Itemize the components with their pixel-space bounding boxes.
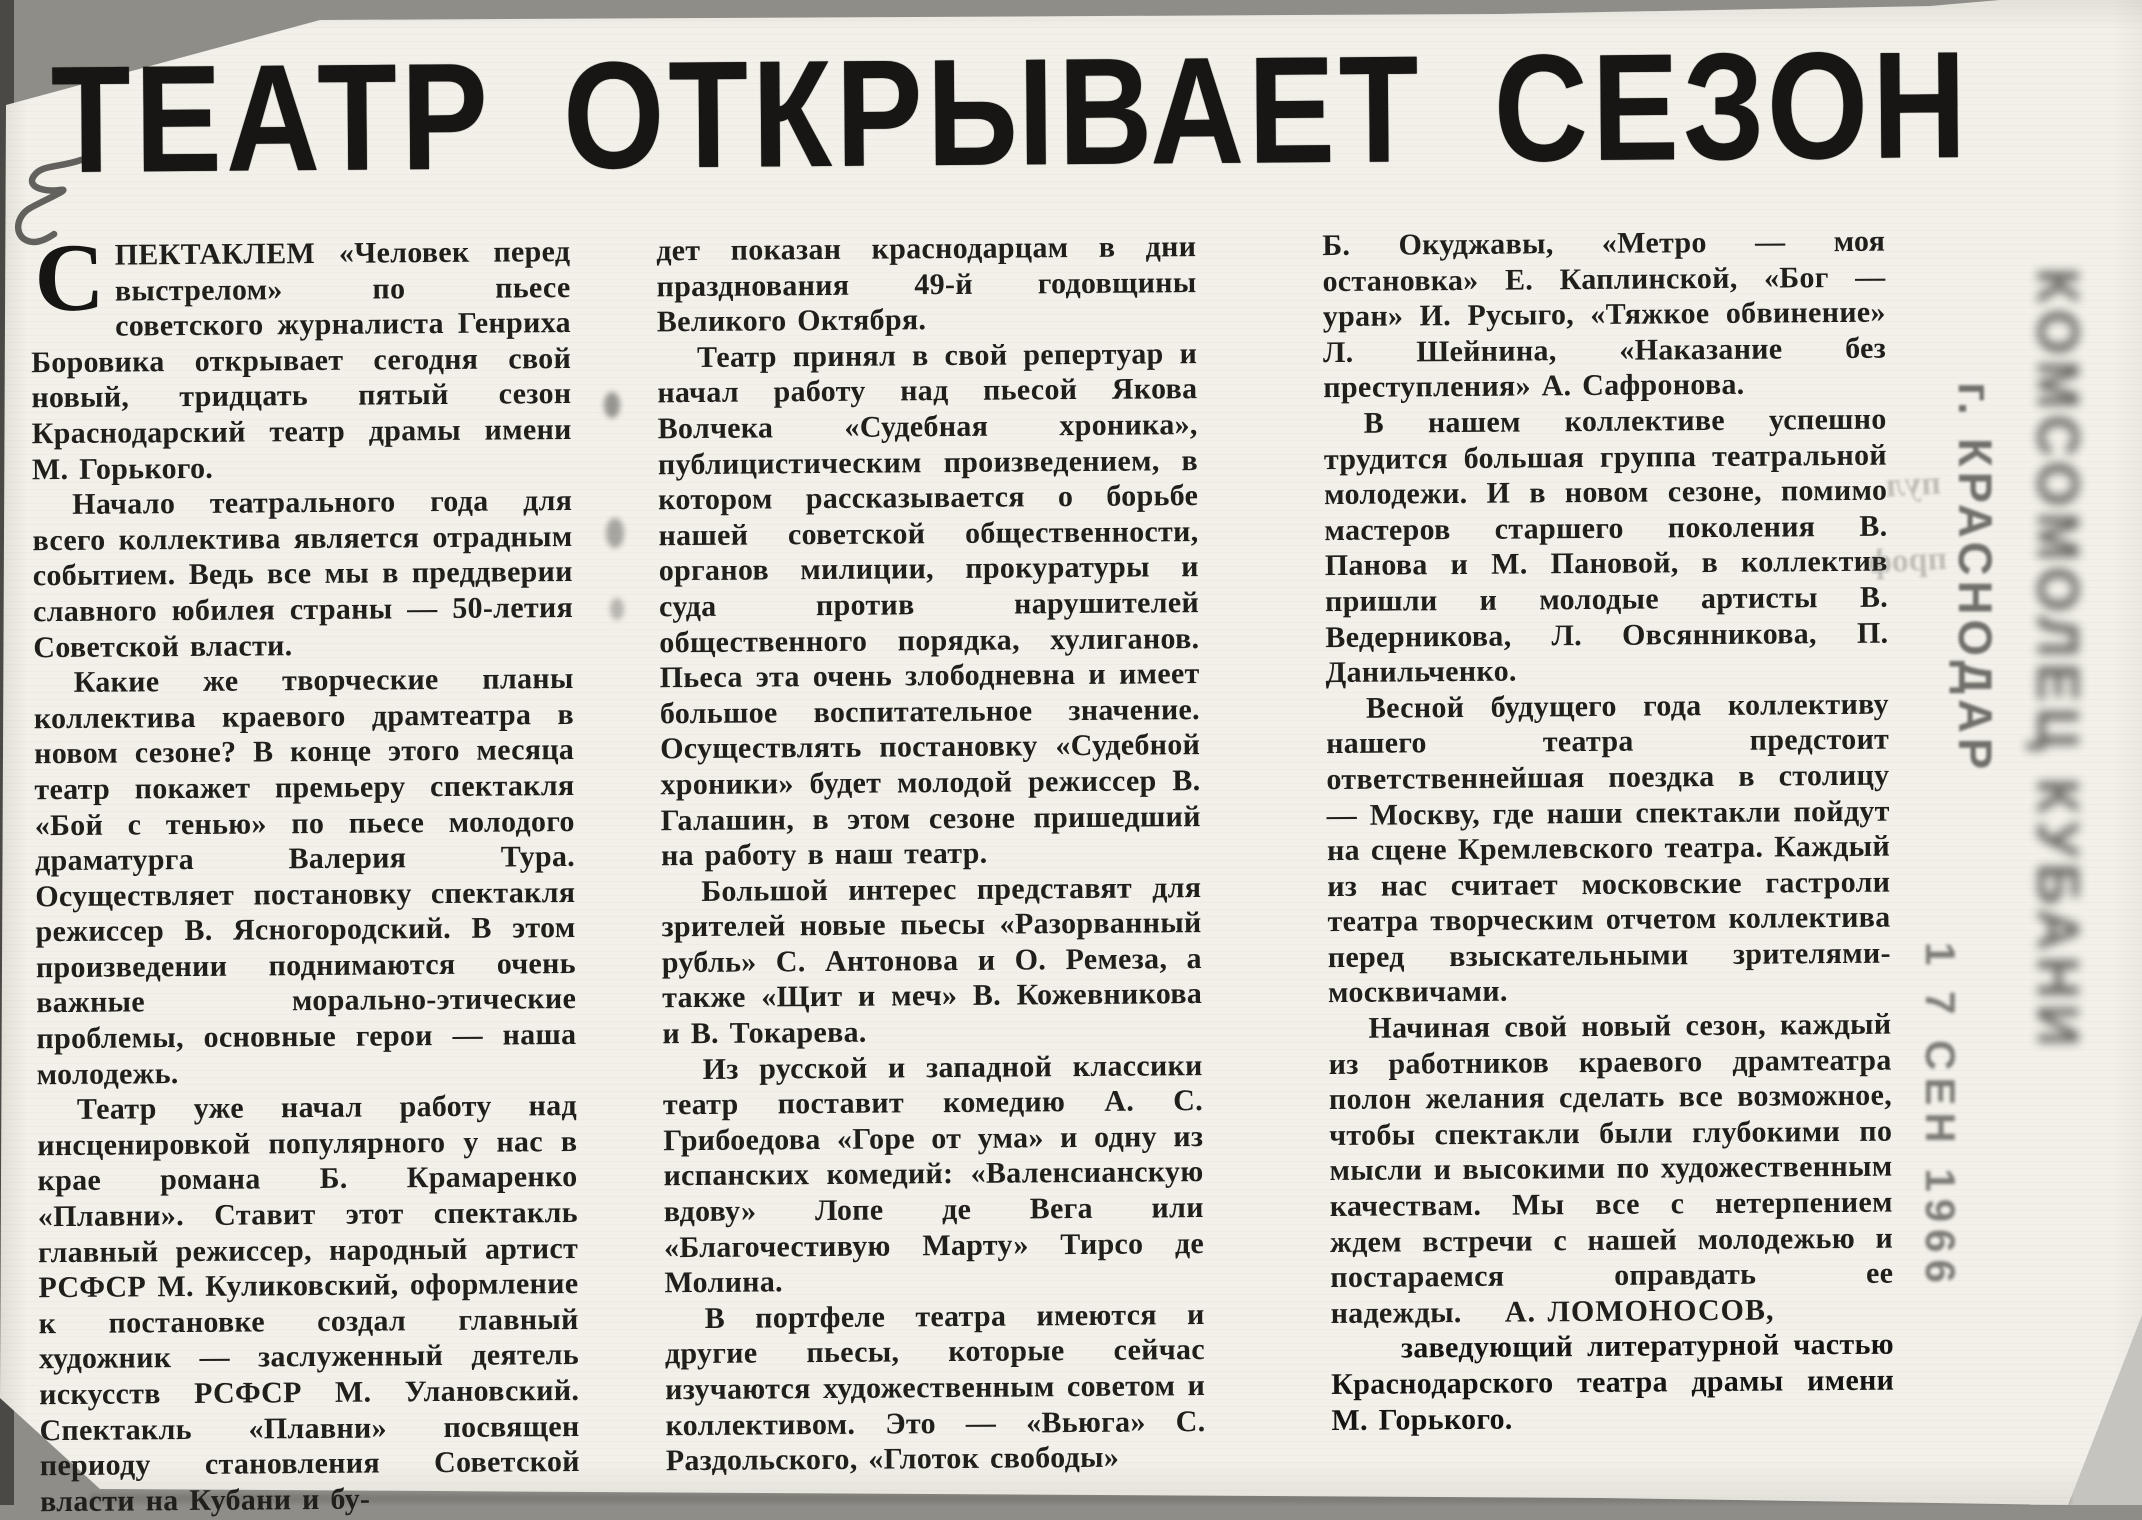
ink-smudge	[604, 392, 620, 418]
byline-paragraph: заведующий литературной частью Краснодарского театра драмы имени М. Горького.	[1331, 1327, 1895, 1438]
article-paragraph: СПЕКТАКЛЕМ «Человек перед выстрелом» по пьесе советского журналиста Генриха Боровика открывает сегодня свой новый, тридцать пятый сезон Краснодарский театр драмы имени М. Горького.	[30, 234, 572, 487]
ink-bleed-text: проф	[1867, 540, 1948, 582]
article-paragraph: Театр принял в свой репертуар и начал работу над пьесой Якова Волчека «Судебная хроника», публицистическим произведением, в котором рассказывается о борьбе нашей советской общественности, органов милиции, прокуратуры и суда против нарушителей общественного порядка, хулиганов. Пьеса эта очень злободневна и имеет большое воспитательное значение. Осуществлять постановку «Судебной хроники» будет молодой режиссер В. Галашин, в этом сезоне пришедший на работу в наш театр.	[657, 336, 1201, 874]
article-paragraph: Театр уже начал работу над инсценировкой популярного у нас в крае романа Б. Крамаренко «Плавни». Ставит этот спектакль главный режиссер, народный артист РСФСР М. Куликовский, оформление к постановке создал главный художник — заслуженный деятель искусств РСФСР М. Улановский. Спектакль «Плавни» посвящен периоду становления Советской власти на Кубани и бу-	[37, 1088, 580, 1519]
article-headline: ТЕАТР ОТКРЫВАЕТ СЕЗОН	[51, 29, 1971, 196]
article-column-1	[30, 234, 580, 1520]
article-paragraph: Начало театрального года для всего коллектива является отрадным событием. Ведь все мы в преддверии славного юбилея страны — 50-летия Советской власти.	[32, 483, 573, 665]
article-paragraph: Из русской и западной классики театр поставит комедию А. С. Грибоедова «Горе от ума» и одну из испанских комедий: «Валенсианскую вдову» Лопе де Вега или «Благочестивую Марту» Тирсо де Молина.	[663, 1048, 1205, 1301]
article-paragraph: Большой интерес представят для зрителей новые пьесы «Разорванный рубль» С. Антонова и О. Ремеза, а также «Щит и меч» В. Кожевникова и В. Токарева.	[661, 870, 1202, 1052]
newspaper-name-stamp: КОМСОМОЛЕЦ КУБАНИ	[2024, 268, 2091, 1052]
author-signature: А. ЛОМОНОСОВ,	[1505, 1293, 1775, 1328]
city-stamp: г. КРАСНОДАР	[1948, 382, 2003, 774]
article-paragraph: В портфеле театра имеются и другие пьесы, которые сейчас изучаются художественным советом и коллективом. Это — «Вьюга» С. Раздольского, «Глоток свободы»	[665, 1297, 1206, 1479]
article-column-2	[656, 229, 1206, 1479]
article-paragraph: Б. Окуджавы, «Метро — моя остановка» Е. Каплинской, «Бог — уран» И. Русыго, «Тяжкое обвинение» Л. Шейнина, «Наказание без преступления» А. Сафронова.	[1322, 224, 1886, 406]
article-paragraph: Какие же творческие планы коллектива краевого драмтеатра в новом сезоне? В конце этого месяца театр покажет премьеру спектакля «Бой с тенью» по пьесе молодого драматурга Валерия Тура. Осуществляет постановку спектакля режиссер В. Ясногородский. В этом произведении поднимаются очень важные морально-этические проблемы, основные герои — наша молодежь.	[33, 661, 576, 1092]
article-paragraph: дет показан краснодарцам в дни празднования 49-й годовщины Великого Октября.	[656, 229, 1197, 340]
ink-bleed-text: пул	[1885, 465, 1942, 506]
date-stamp: 1 7 СЕН 1966	[1916, 942, 1964, 1290]
ink-smudge	[610, 598, 624, 620]
article-paragraph: В нашем коллективе успешно трудится большая группа театральной молодежи. И в новом сезоне, помимо мастеров старшего поколения В. Панова и М. Пановой, в коллектив пришли и молодые артисты В. Ведерникова, Л. Овсянникова, П. Данильченко.	[1324, 402, 1889, 691]
ink-smudge	[606, 518, 624, 548]
article-paragraph: Начиная свой новый сезон, каждый из работников краевого драмтеатра полон желания сделать все возможное, чтобы спектакли были глубокими по мысли и высокими по художественным качествам. Мы все с нетерпением ждем встречи с нашей молодежью и постараемся оправдать ее надежды. А. ЛОМОНОСОВ,	[1328, 1007, 1893, 1332]
article-paragraph: Весной будущего года коллективу нашего театра предстоит ответственнейшая поездка в столицу — Москву, где наши спектакли пойдут на сцене Кремлевского театра. Каждый из нас считает московские гастроли театра творческим отчетом коллектива перед взыскательными зрителями-москвичами.	[1326, 686, 1891, 1011]
article-column-3	[1322, 224, 1894, 1439]
drop-cap: С	[30, 238, 115, 315]
